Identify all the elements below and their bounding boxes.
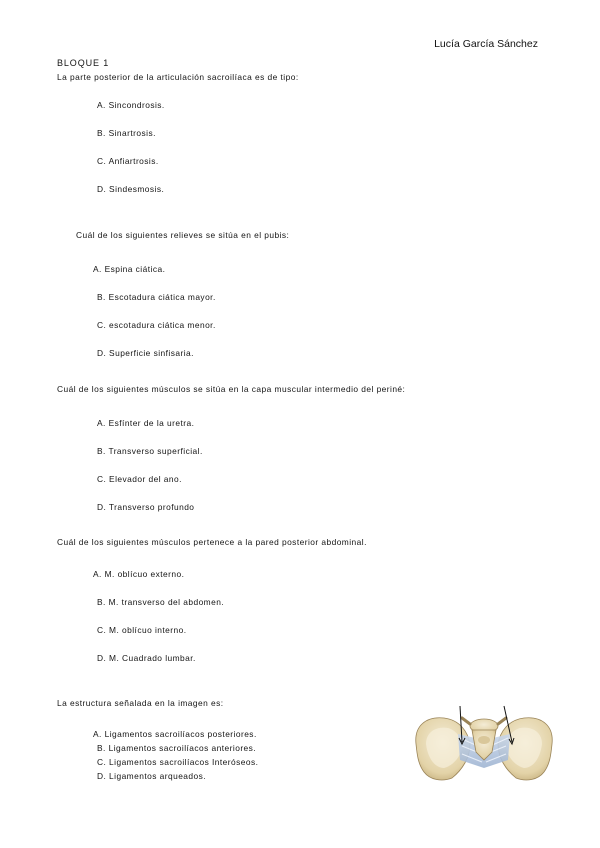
question-1-option-d: D. Sindesmosis. [97,184,165,194]
question-2-option-b: B. Escotadura ciática mayor. [97,292,216,302]
question-4-option-b: B. M. transverso del abdomen. [97,597,225,607]
question-3-option-a: A. Esfínter de la uretra. [97,418,195,428]
question-2-text: Cuál de los siguientes relieves se sitúa en el pubis: [76,230,290,240]
question-2-option-c: C. escotadura ciática menor. [97,320,216,330]
question-4-text: Cuál de los siguientes músculos pertenece a la pared posterior abdominal. [57,537,367,547]
question-1-option-b: B. Sinartrosis. [97,128,156,138]
question-5-option-a: A. Ligamentos sacroilíacos posteriores. [93,729,257,739]
block-title: BLOQUE 1 [57,58,110,68]
question-4-option-d: D. M. Cuadrado lumbar. [97,653,196,663]
question-5-option-b: B. Ligamentos sacroilíacos anteriores. [97,743,257,753]
question-1-text: La parte posterior de la articulación sacroilíaca es de tipo: [57,72,299,82]
question-5-text: La estructura señalada en la imagen es: [57,698,224,708]
question-5-option-c: C. Ligamentos sacroilíacos Interóseos. [97,757,259,767]
question-2-option-a: A. Espina ciática. [93,264,166,274]
question-3-option-d: D. Transverso profundo [97,502,195,512]
question-1-option-c: C. Anfiartrosis. [97,156,159,166]
author-name: Lucía García Sánchez [434,38,538,50]
question-4-option-a: A. M. oblícuo externo. [93,569,185,579]
question-3-text: Cuál de los siguientes músculos se sitúa en la capa muscular intermedio del periné: [57,384,406,394]
question-4-option-c: C. M. oblícuo interno. [97,625,187,635]
question-3-option-c: C. Elevador del ano. [97,474,182,484]
question-3-option-b: B. Transverso superficial. [97,446,203,456]
question-2-option-d: D. Superficie sinfisaria. [97,348,194,358]
question-5-option-d: D. Ligamentos arqueados. [97,771,207,781]
question-1-option-a: A. Sincondrosis. [97,100,165,110]
pelvis-illustration [412,704,556,784]
